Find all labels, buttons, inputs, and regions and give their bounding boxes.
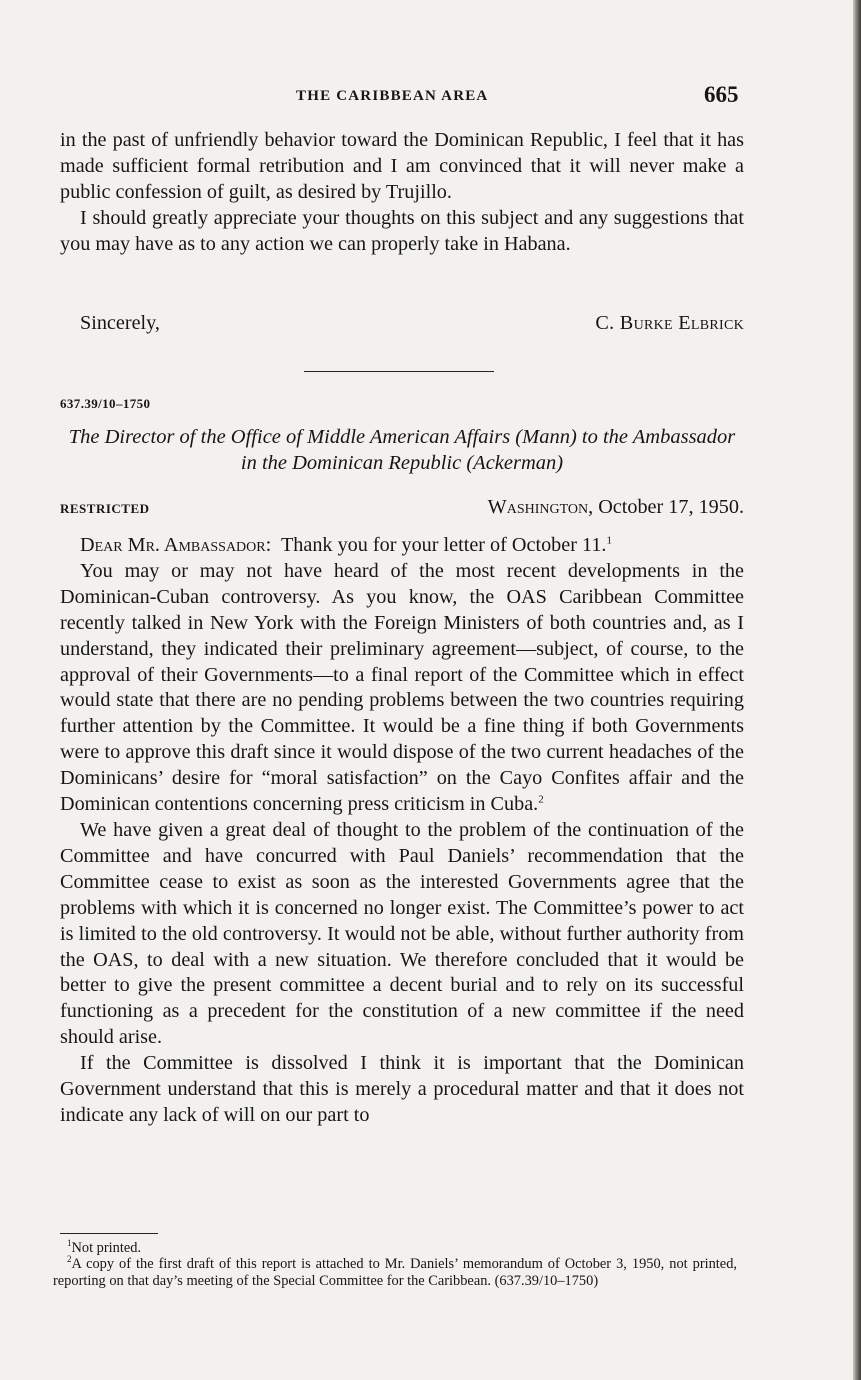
- footnote-2-text: A copy of the first draft of this report is attached to Mr. Daniels’ memorandum of October 3, 1950, not printed, reporting on that day’s meeting of the Special Committee for the Caribbean. (637.39/10–1750): [53, 1256, 737, 1289]
- document-meta-line: [60, 496, 744, 522]
- footnote-ref-1: 1: [606, 534, 612, 547]
- body-paragraph-3: If the Committee is dissolved I think it is important that the Dominican Government understand that this is merely a procedural matter and that it does not indicate any lack of will on our part to: [60, 1052, 744, 1126]
- signature: C. Burke Elbrick: [595, 312, 744, 334]
- body-paragraph-2: We have given a great deal of thought to the problem of the continuation of the Committee and have concurred with Paul Daniels’ recommendation that the Committee cease to exist as soon as the interested Governments agree that the problems with which it is concerned no longer exist. The Committee’s power to act is limited to the old controversy. It would not be able, without further authority from the OAS, to deal with a new situation. We therefore concluded that it would be better to give the present committee a decent burial and to rely on its successful functioning as a precedent for the constitution of a new committee if the need should arise.: [60, 818, 744, 1049]
- file-number: 637.39/10–1750: [60, 396, 151, 411]
- salutation-text: Thank you for your letter of October 11.: [280, 534, 607, 556]
- footnote-divider: [60, 1233, 158, 1234]
- previous-letter-text: [60, 128, 744, 258]
- document-title: The Director of the Office of Middle American Affairs (Mann) to the Ambassador in the Dominican Republic (Ackerman): [68, 426, 736, 474]
- previous-letter-paragraph-2: I should greatly appreciate your thoughts on this subject and any suggestions that you may have as to any action we can properly take in Habana.: [60, 206, 744, 255]
- footnotes: [53, 1240, 737, 1289]
- salutation: Dear Mr. Ambassador:: [80, 534, 272, 556]
- page-edge-shadow: [853, 0, 861, 1380]
- footnote-1-mark: 1: [67, 1238, 72, 1249]
- body-paragraph-1-text: You may or may not have heard of the most recent developments in the Dominican-Cuban controversy. As you know, the OAS Caribbean Committee recently talked in New York with the Foreign Ministers of both countries and, as I understand, they indicated their preliminary agreement—subject, of course, to the approval of their Governments—to a final report of the Committee which in effect would state that there are no pending problems between the two countries requiring further attention by the Committee. It would be a fine thing if both Governments were to approve this draft since it would dispose of the two current headaches of the Dominicans’ desire for “moral satisfaction” on the Cayo Confites affair and the Dominican contentions concerning press criticism in Cuba.: [60, 559, 744, 816]
- footnote-2: [53, 1256, 737, 1289]
- dateline-date: October 17, 1950.: [598, 496, 744, 518]
- dateline-place: Washington,: [487, 496, 594, 518]
- previous-letter-paragraph-1: in the past of unfriendly behavior toward the Dominican Republic, I feel that it has made sufficient formal retribution and I am convinced that it will never make a public confession of guilt, as desired by Trujillo.: [60, 129, 744, 203]
- complimentary-close: Sincerely,: [80, 312, 160, 334]
- footnote-1: [53, 1240, 737, 1256]
- footnote-1-text: Not printed.: [71, 1240, 142, 1256]
- salutation-paragraph: [60, 533, 744, 559]
- classification-label: RESTRICTED: [60, 501, 150, 516]
- body-paragraph-1: [60, 559, 744, 818]
- dateline: [488, 496, 744, 519]
- footnote-2-mark: 2: [67, 1254, 72, 1265]
- footnote-ref-2: 2: [538, 793, 544, 806]
- letter-closing: [80, 310, 744, 336]
- running-title: THE CARIBBEAN AREA: [296, 88, 489, 104]
- section-divider: [304, 371, 494, 372]
- page-number: 665: [704, 82, 739, 107]
- letter-body: [60, 533, 744, 1129]
